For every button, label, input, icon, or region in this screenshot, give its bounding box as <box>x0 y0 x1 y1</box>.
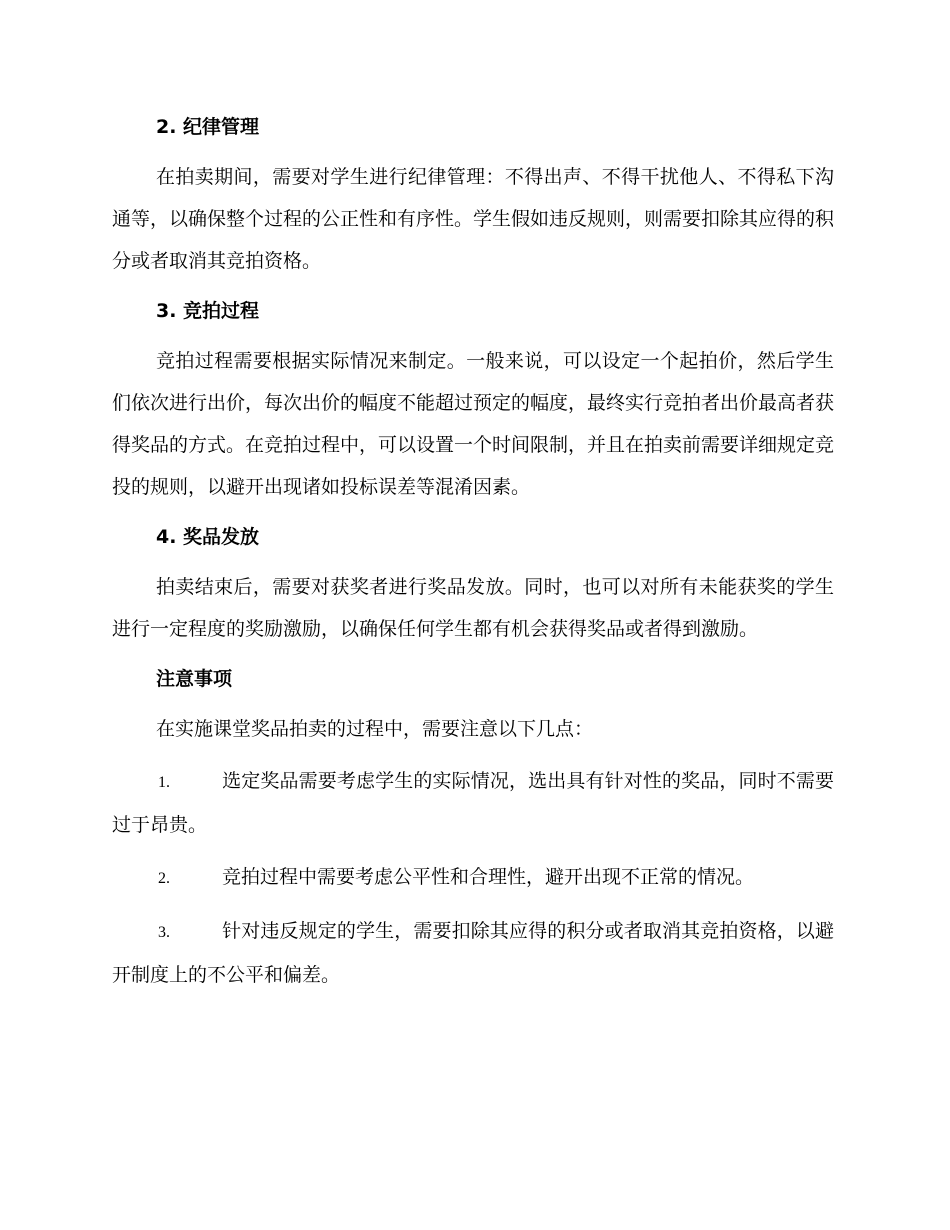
section-paragraph: 拍卖结束后，需要对获奖者进行奖品发放。同时，也可以对所有未能获奖的学生进行一定程度的奖励激励，以确保任何学生都有机会获得奖品或者得到激励。 <box>112 576 834 640</box>
section-notes <box>112 660 834 996</box>
section-heading: 3. 竞拍过程 <box>156 300 260 322</box>
section-prize-distribution <box>112 518 834 650</box>
section-paragraph: 在拍卖期间，需要对学生进行纪律管理：不得出声、不得干扰他人、不得私下沟通等，以确保整个过程的公正性和有序性。学生假如违反规则，则需要扣除其应得的积分或者取消其竞拍资格。 <box>112 166 835 272</box>
list-item <box>112 760 834 846</box>
list-number: 2. <box>158 870 170 887</box>
list-item <box>112 856 834 900</box>
section-bidding-process <box>112 292 834 508</box>
section-discipline <box>112 108 834 282</box>
list-number: 3. <box>158 924 170 941</box>
list-text: 选定奖品需要考虑学生的实际情况，选出具有针对性的奖品，同时不需要过于昂贵。 <box>112 770 834 836</box>
section-heading: 2. 纪律管理 <box>156 116 260 138</box>
notes-heading: 注意事项 <box>156 668 233 690</box>
section-paragraph: 竞拍过程需要根据实际情况来制定。一般来说，可以设定一个起拍价，然后学生们依次进行出价，每次出价的幅度不能超过预定的幅度，最终实行竞拍者出价最高者获得奖品的方式。在竞拍过程中，可以设置一个时间限制，并且在拍卖前需要详细规定竞投的规则，以避开出现诸如投标误差等混淆因素。 <box>112 350 835 498</box>
list-item <box>112 910 834 996</box>
list-text: 竞拍过程中需要考虑公平性和合理性，避开出现不正常的情况。 <box>222 866 755 888</box>
notes-intro: 在实施课堂奖品拍卖的过程中，需要注意以下几点： <box>156 718 594 740</box>
list-text: 针对违反规定的学生，需要扣除其应得的积分或者取消其竞拍资格，以避开制度上的不公平和偏差。 <box>112 920 834 986</box>
document-page <box>112 108 834 1006</box>
section-heading: 4. 奖品发放 <box>156 526 260 548</box>
list-number: 1. <box>158 774 170 791</box>
